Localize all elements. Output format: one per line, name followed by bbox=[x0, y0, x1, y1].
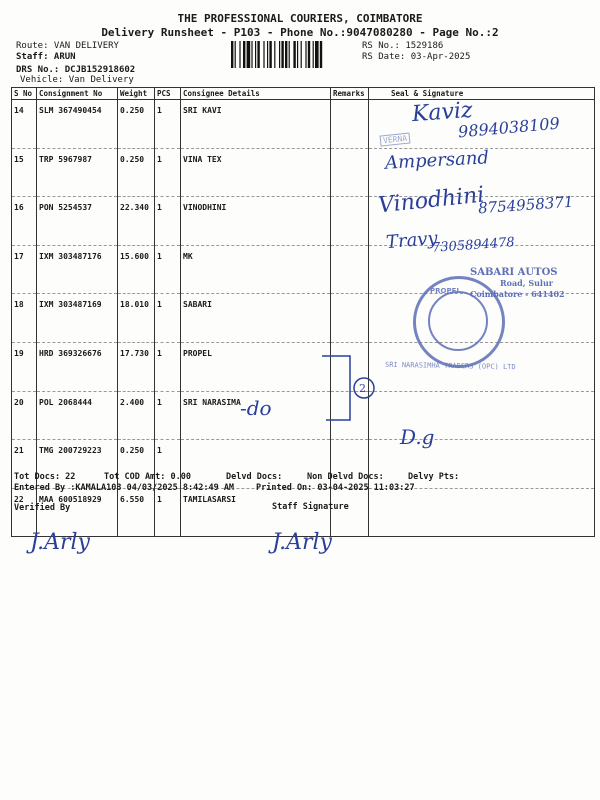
row-seal-signature bbox=[369, 488, 595, 537]
row-weight: 0.250 bbox=[118, 148, 155, 197]
phone-row-16: 8754958371 bbox=[477, 192, 574, 218]
verified-by-label: Verified By bbox=[14, 503, 71, 513]
row-pcs: 1 bbox=[155, 488, 181, 537]
col-consignee: Consignee Details bbox=[181, 88, 331, 100]
sabari-stamp-pin: Coimbatore - 641402 bbox=[470, 289, 565, 299]
col-pcs: PCS bbox=[155, 88, 181, 100]
barcode bbox=[231, 41, 357, 68]
row-remarks bbox=[331, 488, 369, 537]
verna-stamp: VERNA bbox=[380, 132, 411, 146]
route-label: Route: VAN DELIVERY bbox=[16, 41, 119, 51]
delivery-points: Delvy Pts: bbox=[408, 472, 460, 482]
row-consignment-no: HRD 369326676 bbox=[37, 342, 118, 391]
row-remarks bbox=[331, 100, 369, 149]
row-consignee: SABARI bbox=[181, 294, 331, 343]
row-consignee: PROPEL bbox=[181, 342, 331, 391]
rs-date: RS Date: 03-Apr-2025 bbox=[362, 52, 471, 62]
signature-row-16: Vinodhini bbox=[376, 182, 486, 219]
row-consignment-no: POL 2068444 bbox=[37, 391, 118, 440]
row-pcs: 1 bbox=[155, 245, 181, 294]
entered-by: Entered By :KAMALA103 04/03/2025 8:42:49 AM bbox=[14, 483, 235, 493]
runsheet-table bbox=[11, 87, 595, 537]
row-sno: 18 bbox=[12, 294, 37, 343]
col-sno: S No bbox=[12, 88, 37, 100]
row-pcs: 1 bbox=[155, 294, 181, 343]
row-consignment-no: IXM 303487169 bbox=[37, 294, 118, 343]
row-weight: 17.730 bbox=[118, 342, 155, 391]
non-delivered-docs: Non Delvd Docs: bbox=[307, 472, 384, 482]
ditto-mark: -do bbox=[240, 396, 272, 420]
row-sno: 14 bbox=[12, 100, 37, 149]
rs-number: RS No.: 1529186 bbox=[362, 41, 444, 51]
row-consignee: SRI NARASIMA bbox=[181, 391, 331, 440]
row-sno: 15 bbox=[12, 148, 37, 197]
bracket-mark bbox=[318, 352, 378, 424]
row-pcs: 1 bbox=[155, 342, 181, 391]
col-seal: Seal & Signature bbox=[369, 88, 595, 100]
phone-row-14: 9894038109 bbox=[457, 113, 561, 142]
col-remarks: Remarks bbox=[331, 88, 369, 100]
drs-number: DRS No.: DCJB152918602 bbox=[16, 65, 136, 75]
table-row bbox=[12, 391, 595, 440]
col-consignment: Consignment No bbox=[37, 88, 118, 100]
sabari-stamp-address: Road, Sulur bbox=[500, 278, 553, 288]
row-weight: 22.340 bbox=[118, 197, 155, 246]
company-title: THE PROFESSIONAL COURIERS, COIMBATORE bbox=[177, 12, 423, 25]
row-pcs: 1 bbox=[155, 197, 181, 246]
signature-row-15: Ampersand bbox=[384, 147, 490, 174]
narasima-stamp-name: SRI NARASIMHA TRADERS (OPC) LTD bbox=[384, 360, 516, 372]
total-docs: Tot Docs: 22 bbox=[14, 472, 76, 482]
row-weight: 2.400 bbox=[118, 391, 155, 440]
round-stamp-text: PROPEL bbox=[430, 287, 461, 295]
signature-row-17: Travy bbox=[385, 227, 439, 254]
row-consignment-no: IXM 303487176 bbox=[37, 245, 118, 294]
row-consignment-no: TMG 200729223 bbox=[37, 440, 118, 489]
staff-signature-label: Staff Signature bbox=[272, 502, 349, 512]
row-pcs: 1 bbox=[155, 100, 181, 149]
row-remarks bbox=[331, 197, 369, 246]
row-weight: 18.010 bbox=[118, 294, 155, 343]
table-row bbox=[12, 148, 595, 197]
row-remarks bbox=[331, 148, 369, 197]
phone-row-17: 7305894478 bbox=[431, 235, 516, 256]
row-consignee: VINODHINI bbox=[181, 197, 331, 246]
sabari-stamp-name: SABARI AUTOS bbox=[470, 267, 558, 278]
svg-text:2: 2 bbox=[359, 382, 366, 395]
round-stamp bbox=[413, 276, 505, 368]
row-sno: 20 bbox=[12, 391, 37, 440]
row-consignment-no: SLM 367490454 bbox=[37, 100, 118, 149]
row-sno: 17 bbox=[12, 245, 37, 294]
row-consignment-no: PON 5254537 bbox=[37, 197, 118, 246]
signature-row-14: Kaviz bbox=[411, 97, 474, 128]
row-consignment-no: MAA 600518929 bbox=[37, 488, 118, 537]
row-consignment-no: TRP 5967987 bbox=[37, 148, 118, 197]
verified-signature: J.Arly bbox=[30, 530, 90, 555]
vehicle-label: Vehicle: Van Delivery bbox=[20, 75, 134, 85]
staff-signature: J.Arly bbox=[272, 530, 332, 555]
row-sno: 21 bbox=[12, 440, 37, 489]
runsheet-subtitle: Delivery Runsheet - P103 - Phone No.:9047080280 - Page No.:2 bbox=[101, 26, 499, 39]
col-weight: Weight bbox=[118, 88, 155, 100]
row-weight: 15.600 bbox=[118, 245, 155, 294]
row-consignee: MK bbox=[181, 245, 331, 294]
row-consignee: SRI KAVI bbox=[181, 100, 331, 149]
row-weight: 0.250 bbox=[118, 100, 155, 149]
row-sno: 16 bbox=[12, 197, 37, 246]
row-weight: 0.250 bbox=[118, 440, 155, 489]
row-remarks bbox=[331, 245, 369, 294]
staff-label: Staff: ARUN bbox=[16, 52, 76, 62]
total-cod: Tot COD Amt: 0.00 bbox=[104, 472, 191, 482]
row-consignee: TAMILASARSI bbox=[181, 488, 331, 537]
row-sno: 22 bbox=[12, 488, 37, 537]
table-header-row bbox=[12, 88, 595, 100]
printed-on: Printed On: 03-04-2025 11:03:27 bbox=[256, 483, 415, 493]
signature-row-22: D.g bbox=[400, 425, 435, 449]
row-remarks bbox=[331, 294, 369, 343]
delivered-docs: Delvd Docs: bbox=[226, 472, 283, 482]
row-pcs: 1 bbox=[155, 391, 181, 440]
row-pcs: 1 bbox=[155, 440, 181, 489]
table-row bbox=[12, 440, 595, 489]
row-pcs: 1 bbox=[155, 148, 181, 197]
row-weight: 6.550 bbox=[118, 488, 155, 537]
row-consignee: VINA TEX bbox=[181, 148, 331, 197]
table-row bbox=[12, 294, 595, 343]
row-sno: 19 bbox=[12, 342, 37, 391]
